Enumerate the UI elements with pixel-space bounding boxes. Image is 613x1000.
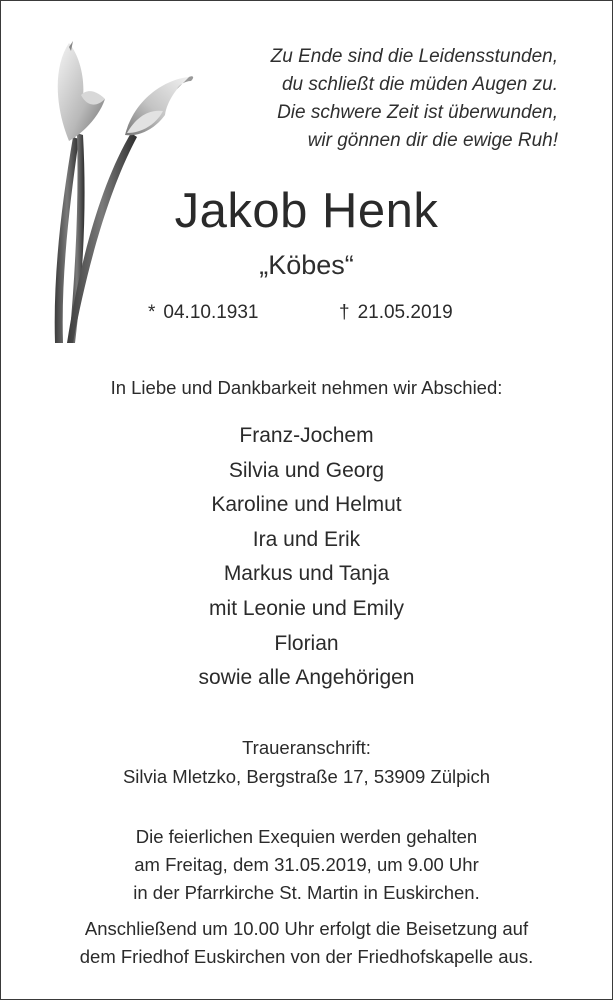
birth-symbol: * <box>148 302 156 323</box>
mourner-item: Franz-Jochem <box>239 424 374 447</box>
service-info <box>1 823 612 907</box>
service-line: Die feierlichen Exequien werden gehalten <box>135 826 478 847</box>
mourner-item: mit Leonie und Emily <box>209 596 404 620</box>
address-label: Traueranschrift: <box>242 737 371 758</box>
burial-info <box>1 915 612 971</box>
address-value: Silvia Mletzko, Bergstraße 17, 53909 Zülpich <box>122 766 491 787</box>
mourner-item: Karoline und Helmut <box>211 493 402 517</box>
death-cross-icon: † <box>339 302 350 323</box>
mourner-item: Ira und Erik <box>252 527 361 551</box>
burial-line: dem Friedhof Euskirchen von der Friedhofskapelle aus. <box>79 946 534 967</box>
poem <box>178 43 558 155</box>
mourner-item: sowie alle Angehörigen <box>198 666 415 690</box>
deceased-nickname: „Köbes“ <box>259 250 354 280</box>
death-date-line <box>339 300 453 326</box>
farewell-intro: In Liebe und Dankbarkeit nehmen wir Abschied: <box>110 377 503 398</box>
service-line: in der Pfarrkirche St. Martin in Euskirchen. <box>133 882 480 903</box>
poem-line: du schließt die müden Augen zu. <box>281 74 558 95</box>
poem-line: Zu Ende sind die Leidensstunden, <box>270 46 558 67</box>
deceased-name: Jakob Henk <box>174 184 439 238</box>
mourner-item: Markus und Tanja <box>223 562 390 586</box>
poem-line: Die schwere Zeit ist überwunden, <box>277 102 558 123</box>
service-line: am Freitag, dem 31.05.2019, um 9.00 Uhr <box>134 854 479 875</box>
mourner-item: Silvia und Georg <box>228 458 385 482</box>
mourners-list <box>1 419 612 696</box>
mourner-item: Florian <box>274 631 339 655</box>
burial-line: Anschließend um 10.00 Uhr erfolgt die Beisetzung auf <box>84 918 529 939</box>
poem-line: wir gönnen dir die ewige Ruh! <box>307 130 558 151</box>
birth-date: 04.10.1931 <box>163 302 259 323</box>
mourning-address <box>1 733 612 791</box>
birth-date-line <box>148 300 259 326</box>
death-date: 21.05.2019 <box>357 302 453 323</box>
